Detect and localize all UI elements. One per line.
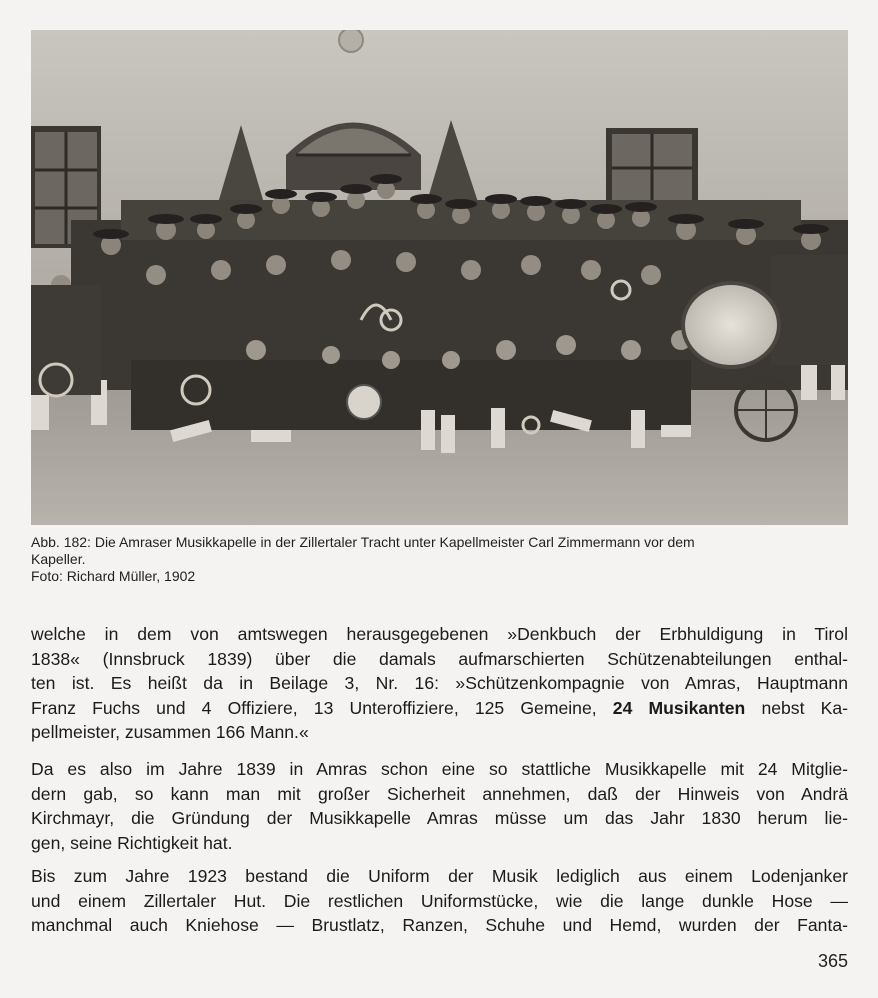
- text-line: welche in dem von amtswegen herausgegebenen »Denkbuch der Erbhuldigung in Tirol: [31, 624, 848, 644]
- photo-credit: Foto: Richard Müller, 1902: [31, 568, 196, 584]
- small-drum: [347, 385, 381, 419]
- paragraph: [31, 864, 848, 938]
- page-number: 365: [817, 951, 848, 971]
- figure-caption: [31, 534, 866, 585]
- caption-line: Abb. 182: Die Amraser Musikkapelle in der Zillertaler Tracht unter Kapellmeister Carl Zimmermann vor dem: [31, 534, 695, 550]
- photograph-image: [31, 30, 848, 525]
- text-line: manchmal auch Kniehose — Brustlatz, Ranzen, Schuhe und Hemd, wurden der Fanta-: [31, 915, 848, 936]
- paragraph: [31, 622, 848, 745]
- text-line: pellmeister, zusammen 166 Mann.«: [31, 722, 309, 743]
- text-line: [31, 696, 848, 721]
- text-line: gen, seine Richtigkeit hat.: [31, 832, 233, 853]
- text-line: dern gab, so kann man mit großer Sicherheit annehmen, daß der Hinweis von Andrä: [31, 783, 848, 804]
- caption-line: Kapeller.: [31, 551, 86, 567]
- text-segment: nebst Ka-: [761, 697, 849, 718]
- bold-emphasis: 24 Musikanten: [612, 697, 746, 718]
- text-line: Kirchmayr, die Gründung der Musikkapelle Amras müsse um das Jahr 1830 herum lie-: [31, 808, 848, 829]
- paragraph: [31, 757, 848, 855]
- text-line: Bis zum Jahre 1923 bestand die Uniform der Musik lediglich aus einem Lodenjanker: [31, 866, 848, 886]
- text-line: und einem Zillertaler Hut. Die restlichen Uniformstücke, wie die lange dunkle Hose —: [31, 890, 848, 911]
- band-photograph: [31, 30, 848, 525]
- text-line: Da es also im Jahre 1839 in Amras schon eine so stattliche Musikkapelle mit 24 Mitglie-: [31, 759, 848, 779]
- text-line: 1838« (Innsbruck 1839) über die damals aufmarschierten Schützenabteilungen enthal-: [31, 648, 848, 669]
- text-segment: Franz Fuchs und 4 Offiziere, 13 Unteroffiziere, 125 Gemeine,: [31, 697, 597, 718]
- text-line: ten ist. Es heißt da in Beilage 3, Nr. 16: »Schützenkompagnie von Amras, Hauptmann: [31, 673, 848, 694]
